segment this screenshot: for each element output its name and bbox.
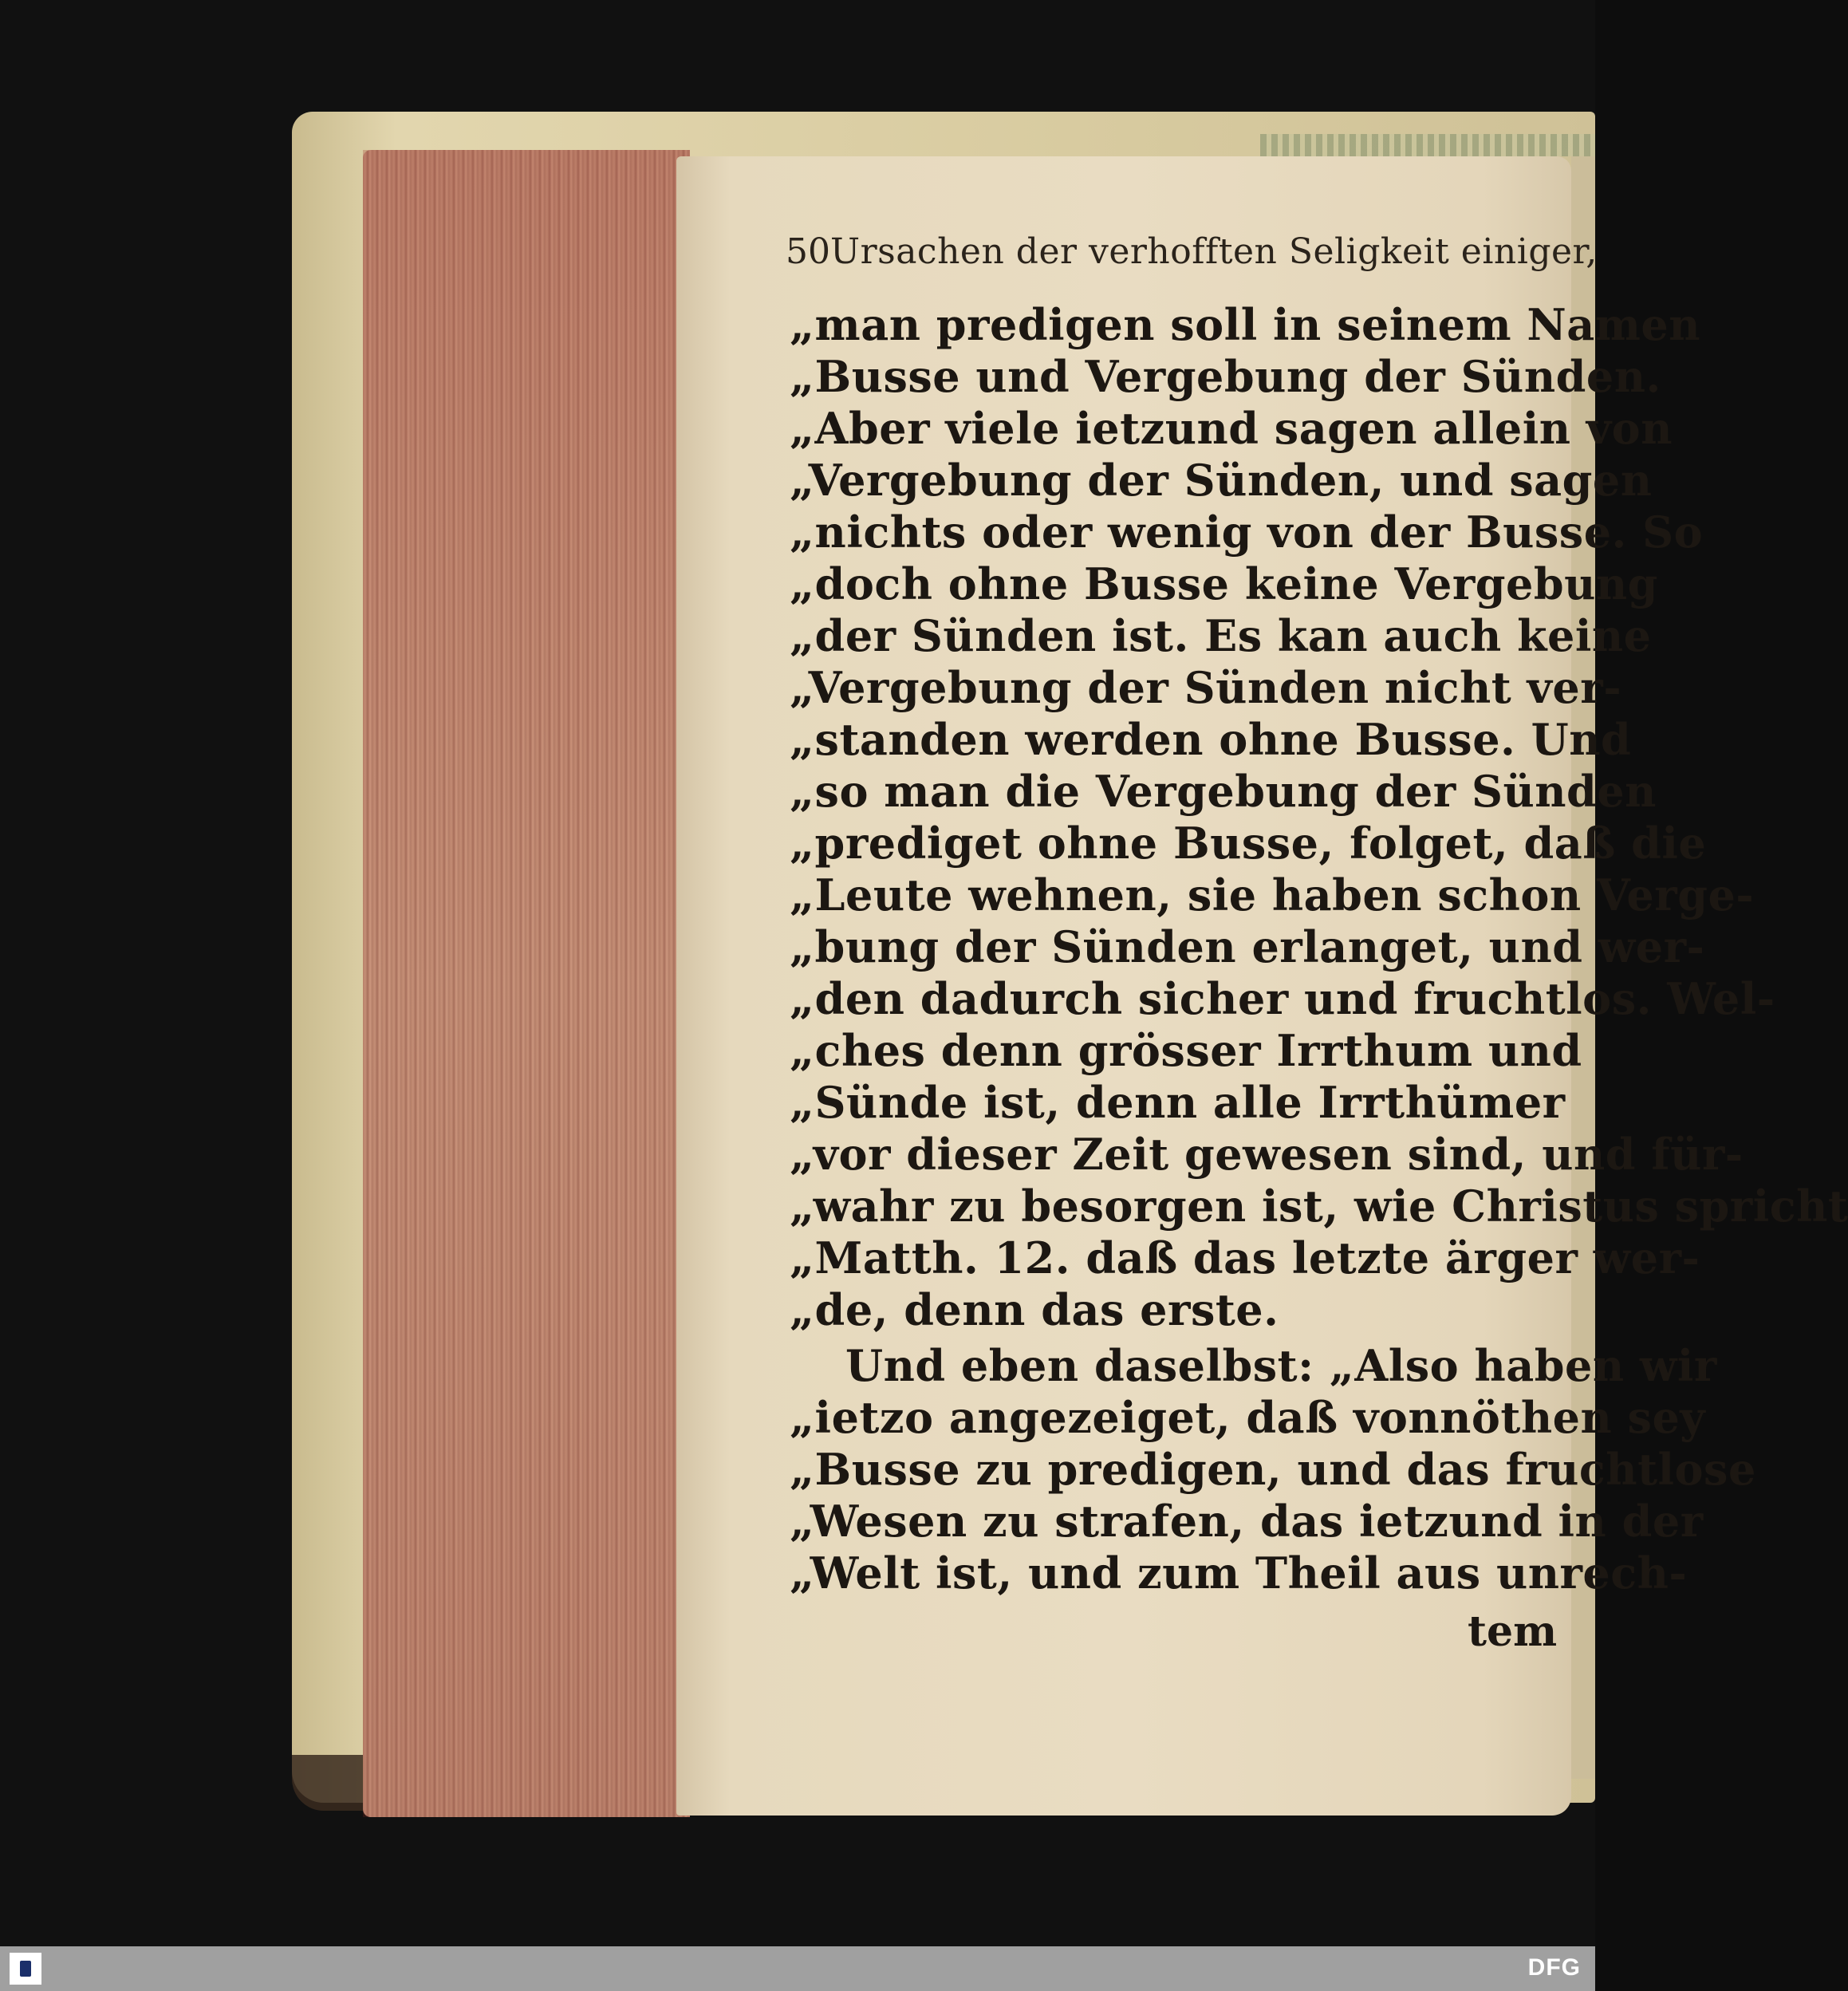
text-line: „Busse zu predigen, und das fruchtlose <box>790 1444 1756 1495</box>
text-line: „nichts oder wenig von der Busse. So <box>790 507 1704 558</box>
text-line: „den dadurch sicher und fruchtlos. Wel- <box>790 973 1775 1024</box>
text-line: „standen werden ohne Busse. Und <box>790 714 1632 765</box>
text-line: „Matth. 12. daß das letzte ärger wer- <box>790 1232 1700 1283</box>
text-line: „Sünde ist, denn alle Irrthümer <box>790 1077 1566 1128</box>
text-line: „doch ohne Busse keine Vergebung <box>790 558 1658 609</box>
text-line: „so man die Vergebung der Sünden <box>790 766 1657 817</box>
text-line: „man predigen soll in seinem Namen <box>790 299 1701 350</box>
page-number: 50 <box>786 231 830 272</box>
text-line: „bung der Sünden erlanget, und wer- <box>790 921 1705 972</box>
text-line: „Leute wehnen, sie haben schon Verge- <box>790 869 1755 921</box>
text-line: „Busse und Vergebung der Sünden. <box>790 351 1661 402</box>
text-line: „ietzo angezeiget, daß vonnöthen sey <box>790 1392 1706 1443</box>
text-line: „Aber viele ietzund sagen allein von <box>790 403 1673 454</box>
text-line: „Vergebung der Sünden, und sagen <box>790 455 1653 506</box>
text-line: „Wesen zu strafen, das ietzund in der <box>790 1496 1704 1547</box>
text-line: „Vergebung der Sünden nicht ver- <box>790 662 1622 713</box>
catchword: tem <box>1468 1607 1558 1656</box>
running-header <box>786 231 1598 272</box>
paragraph-start-line: Und eben daselbst: „Also haben wir <box>845 1340 1717 1391</box>
text-line: „wahr zu besorgen ist, wie Christus spricht <box>790 1181 1848 1232</box>
dfg-logo: DFG <box>1527 1954 1581 1981</box>
running-title: Ursachen der verhofften Seligkeit einiger, <box>830 231 1598 272</box>
text-line: „Welt ist, und zum Theil aus unrech- <box>790 1547 1688 1599</box>
text-line: „de, denn das erste. <box>790 1284 1279 1335</box>
text-line: „vor dieser Zeit gewesen sind, und für- <box>790 1129 1744 1180</box>
text-line: „prediget ohne Busse, folget, daß die <box>790 818 1707 869</box>
viewer-footer-bar <box>0 1946 1595 1991</box>
text-line: „ches denn grösser Irrthum und <box>790 1025 1582 1076</box>
text-line: „der Sünden ist. Es kan auch keine <box>790 610 1652 661</box>
library-logo-icon <box>10 1953 41 1985</box>
